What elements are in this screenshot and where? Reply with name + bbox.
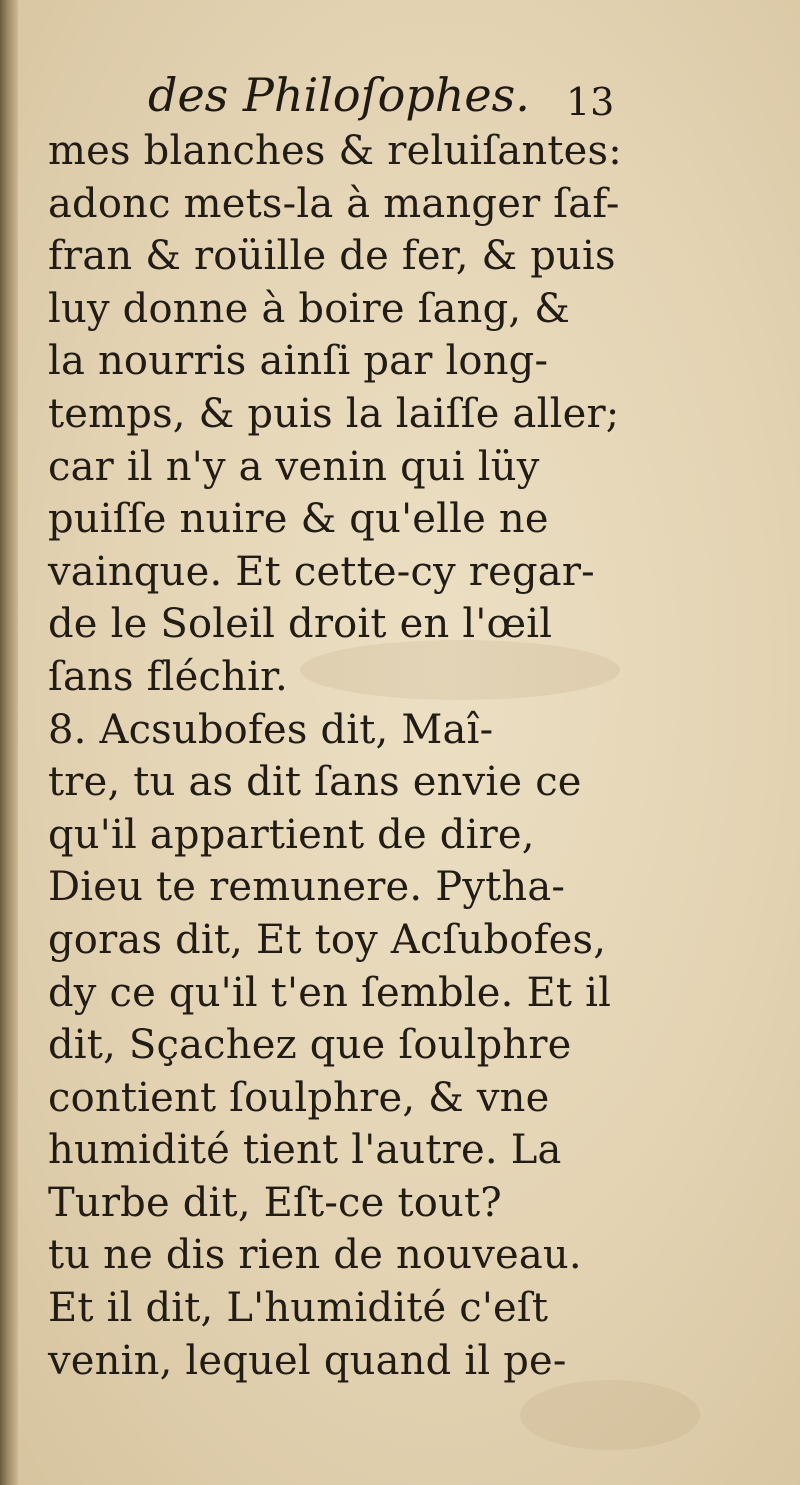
text-line: dy ce qu'il t'en ſemble. Et il [48, 969, 612, 1016]
body-text [48, 125, 622, 1387]
text-line: fran & roüille de fer, & puis [48, 233, 616, 280]
text-line: venin, lequel quand il pe- [48, 1337, 567, 1384]
text-line: humidité tient l'autre. La [48, 1127, 562, 1174]
page-gutter-shadow [0, 0, 18, 1485]
text-line: qu'il appartient de dire, [48, 811, 535, 858]
text-line: dit, Sçachez que ſoulphre [48, 1022, 572, 1069]
text-line: luy donne à boire ſang, & [48, 285, 571, 332]
text-line: ſans fléchir. [48, 653, 288, 700]
text-line: de le Soleil droit en l'œil [48, 601, 553, 648]
text-line: adonc mets-la à manger ſaf- [48, 180, 620, 227]
running-title: des Philoſophes. [148, 68, 530, 122]
text-line: tu ne dis rien de nouveau. [48, 1232, 582, 1279]
text-line: contient ſoulphre, & vne [48, 1074, 550, 1121]
paper-stain [520, 1380, 700, 1450]
text-line: goras dit, Et toy Acſubofes, [48, 916, 607, 963]
text-line: puiſſe nuire & qu'elle ne [48, 496, 549, 543]
text-line: 8. Acsubofes dit, Maî- [48, 706, 494, 753]
text-line: Dieu te remunere. Pytha- [48, 864, 566, 911]
text-line: car il n'y a venin qui lüy [48, 443, 540, 490]
text-line: Turbe dit, Eſt-ce tout? [48, 1179, 502, 1226]
page-number: 13 [566, 80, 615, 124]
text-line: mes blanches & reluiſantes: [48, 128, 622, 174]
text-line: la nourris ainſi par long- [48, 338, 549, 385]
text-line: tre, tu as dit ſans envie ce [48, 759, 582, 806]
text-line: Et il dit, L'humidité c'eſt [48, 1285, 549, 1332]
text-line: vainque. Et cette-cy regar- [48, 548, 595, 595]
page-header [148, 68, 628, 128]
text-line: temps, & puis la laiſſe aller; [48, 390, 620, 437]
